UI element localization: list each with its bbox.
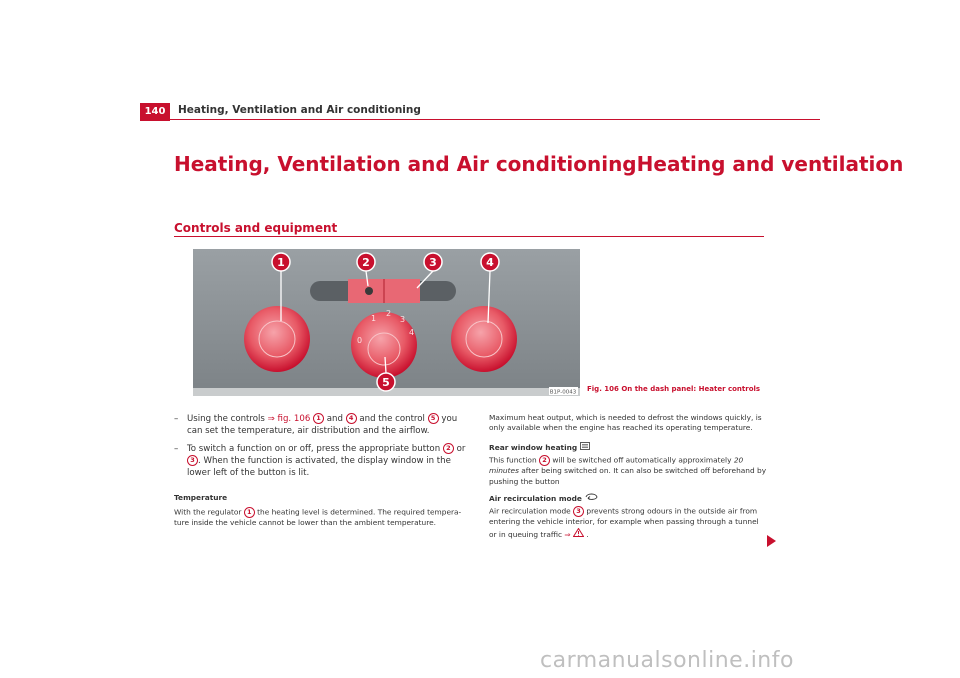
callout-4 xyxy=(481,253,499,271)
right-column xyxy=(489,413,767,540)
knob-5-fan xyxy=(351,312,417,378)
dial-number-2: 2 xyxy=(386,309,392,318)
dial-number-1: 1 xyxy=(371,314,377,323)
recirculation-paragraph: Air recirculation mode 3 prevents strong odours in the outside air from entering the vehicle interior, for example when passing through a tunnel or in queuing traffic ⇒ . xyxy=(489,506,759,539)
knob-1-temperature xyxy=(244,306,310,372)
intro-paragraph: Maximum heat output, which is needed to defrost the windows quickly, is only available when the engine has reached its operating temperature. xyxy=(489,413,762,433)
svg-text:2: 2 xyxy=(362,256,370,269)
heater-controls-figure xyxy=(193,249,580,396)
marker-2: 2 xyxy=(443,443,454,454)
chapter-and-section-title xyxy=(174,152,903,176)
left-column xyxy=(174,413,466,479)
watermark: carmanualsonline.info xyxy=(540,648,794,673)
rear-window-button-light xyxy=(365,287,373,295)
marker-5: 5 xyxy=(428,413,439,424)
callout-1 xyxy=(272,253,290,271)
dial-number-0: 0 xyxy=(357,336,363,345)
temperature-paragraph: With the regulator 1 the heating level is determined. The required tempera-ture inside the vehicle cannot be lower than the ambient temperature. xyxy=(174,507,462,527)
section-rule xyxy=(174,236,764,237)
page-number: 140 xyxy=(140,103,170,121)
rear-window-paragraph: This function 2 will be switched off automatically approximately 20 minutes after being switched on. It can also be switched off beforehand by pushing the button xyxy=(489,455,767,486)
figure-code: B1P-0043 xyxy=(549,389,577,396)
section-title: Heating and ventilation xyxy=(636,152,904,176)
next-page-arrow-icon[interactable] xyxy=(767,535,776,547)
header-rule xyxy=(140,119,820,120)
fig-ref-arrow: ⇒ xyxy=(267,414,275,424)
fig-ref-link[interactable]: fig. 106 xyxy=(274,414,311,424)
svg-text:3: 3 xyxy=(429,256,437,269)
chapter-title: Heating, Ventilation and Air conditioning xyxy=(174,152,637,176)
running-header: Heating, Ventilation and Air conditioning xyxy=(178,104,421,116)
dial-number-4: 4 xyxy=(409,328,415,337)
air-recirculation-icon xyxy=(585,493,598,501)
callout-3 xyxy=(424,253,442,271)
instruction-bullet-1: – Using the controls ⇒ fig. 106 1 and 4 and the control 5 you can set the temperature, air distribution and the airflow. xyxy=(174,414,458,436)
knob-4-air-distribution xyxy=(451,306,517,372)
marker-2: 2 xyxy=(539,455,550,466)
rear-window-heating-icon xyxy=(580,442,590,450)
subsection-title: Controls and equipment xyxy=(174,221,338,235)
marker-4: 4 xyxy=(346,413,357,424)
warning-triangle-icon xyxy=(573,528,584,537)
temperature-heading: Temperature xyxy=(174,493,228,502)
dial-number-3: 3 xyxy=(400,315,406,324)
svg-text:4: 4 xyxy=(486,256,494,269)
rear-window-heading: Rear window heating xyxy=(489,442,767,453)
marker-3: 3 xyxy=(187,455,198,466)
marker-1: 1 xyxy=(313,413,324,424)
svg-text:1: 1 xyxy=(277,256,285,269)
instruction-bullet-2: – To switch a function on or off, press the appropriate button 2 or 3 . When the function is activated, the display window in the lower left of the button is lit. xyxy=(174,444,466,478)
figure-caption: Fig. 106 On the dash panel: Heater controls xyxy=(587,385,761,393)
marker-3: 3 xyxy=(573,506,584,517)
callout-2 xyxy=(357,253,375,271)
callout-5 xyxy=(377,373,395,391)
warning-ref-arrow[interactable]: ⇒ xyxy=(564,529,571,539)
svg-text:5: 5 xyxy=(382,376,390,389)
recirculation-heading: Air recirculation mode xyxy=(489,493,767,504)
marker-1: 1 xyxy=(244,507,255,518)
